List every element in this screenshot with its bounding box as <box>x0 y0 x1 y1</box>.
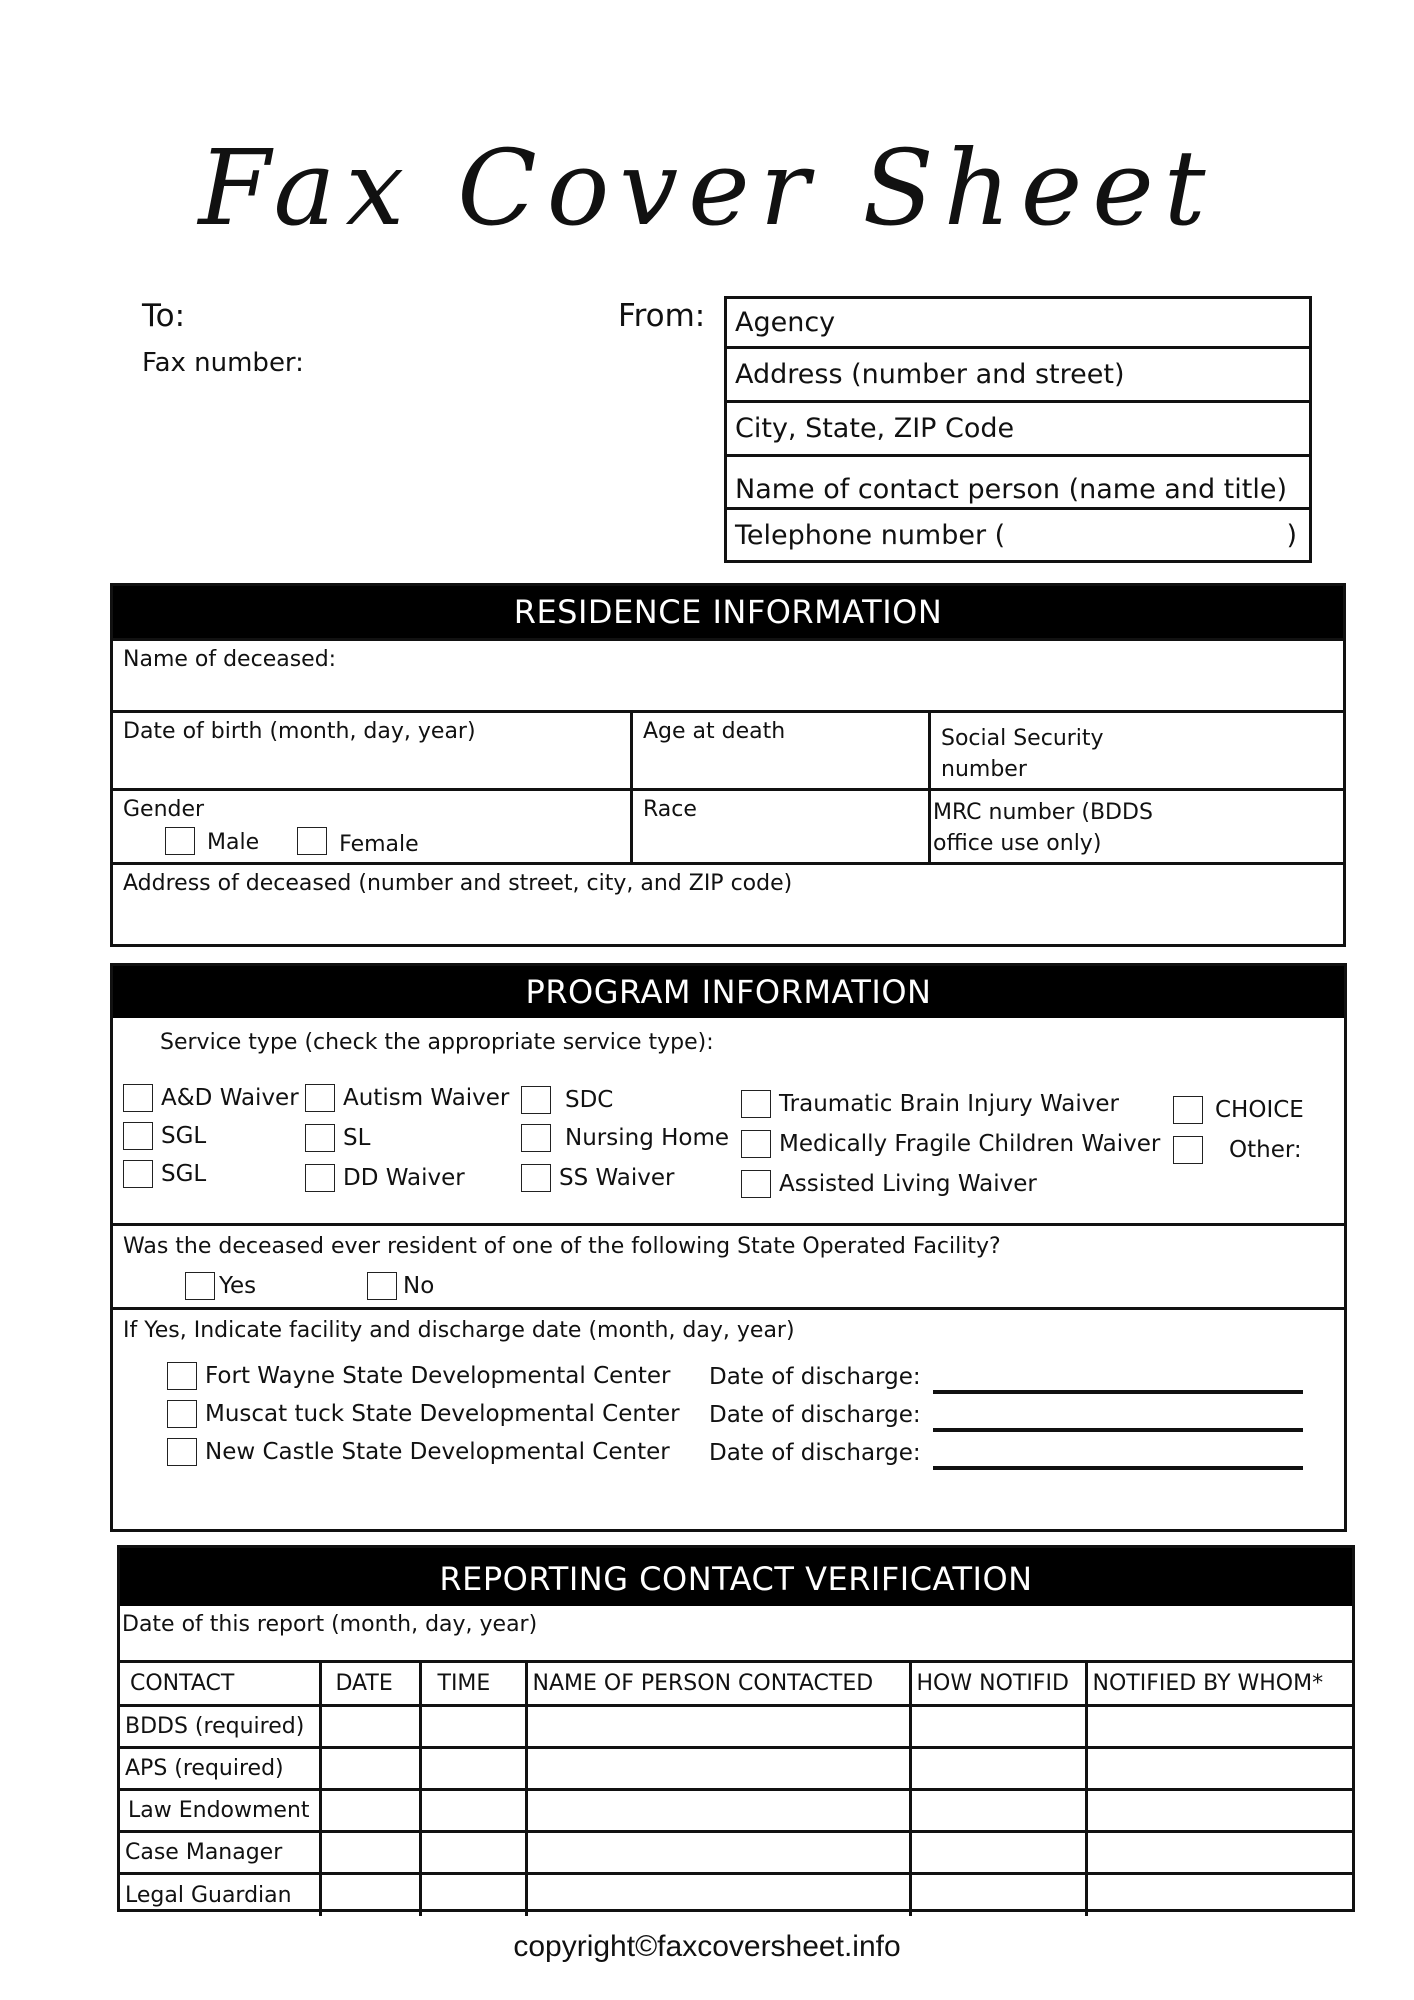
service-sdc[interactable] <box>521 1086 613 1114</box>
telephone-label: Telephone number ( <box>735 519 1006 551</box>
telephone-close-paren: ) <box>1286 519 1297 551</box>
service-ss-waiver[interactable] <box>521 1164 674 1192</box>
facility-fort-wayne[interactable] <box>167 1362 671 1390</box>
table-row <box>120 1832 1352 1874</box>
table-row <box>120 1874 1352 1916</box>
race-field[interactable] <box>630 791 928 862</box>
gender-label: Gender <box>123 797 205 822</box>
state-facility-row <box>113 1223 1344 1307</box>
column-header: NAME OF PERSON CONTACTED <box>526 1662 910 1706</box>
no-checkbox[interactable] <box>367 1272 397 1300</box>
column-header: TIME <box>420 1662 526 1706</box>
checkbox[interactable] <box>521 1164 551 1192</box>
contact-name: Law Endowment <box>120 1790 320 1832</box>
reporting-heading: REPORTING CONTACT VERIFICATION <box>120 1548 1352 1606</box>
report-date-field[interactable] <box>120 1606 1352 1660</box>
service-label: DD Waiver <box>343 1165 465 1191</box>
service-label: SDC <box>565 1087 614 1113</box>
column-header: CONTACT <box>120 1662 320 1706</box>
service-mfc-waiver[interactable] <box>741 1130 1160 1158</box>
discharge-label: Date of discharge: <box>709 1402 921 1428</box>
time-cell[interactable] <box>420 1706 526 1748</box>
person-contacted-cell[interactable] <box>526 1874 910 1916</box>
page-title <box>0 70 1414 270</box>
age-at-death-label: Age at death <box>643 719 786 744</box>
address-label: Address (number and street) <box>735 359 1125 390</box>
checkbox[interactable] <box>521 1124 551 1152</box>
male-label: Male <box>207 830 260 855</box>
dob-row <box>113 710 1343 788</box>
column-header: HOW NOTIFID <box>910 1662 1086 1706</box>
checkbox[interactable] <box>123 1122 153 1150</box>
name-of-deceased-row[interactable] <box>113 638 1343 710</box>
column-header: DATE <box>320 1662 420 1706</box>
discharge-label: Date of discharge: <box>709 1364 921 1390</box>
checkbox[interactable] <box>167 1400 197 1428</box>
program-heading: PROGRAM INFORMATION <box>113 966 1344 1018</box>
mrc-number-field[interactable] <box>928 791 1343 862</box>
dob-field[interactable] <box>113 713 630 788</box>
service-label: Autism Waiver <box>343 1085 510 1111</box>
person-contacted-cell[interactable] <box>526 1748 910 1790</box>
contact-table <box>120 1660 1352 1916</box>
time-cell[interactable] <box>420 1748 526 1790</box>
notified-by-cell[interactable] <box>1086 1748 1352 1790</box>
service-autism-waiver[interactable] <box>305 1084 509 1112</box>
table-row <box>120 1790 1352 1832</box>
checkbox[interactable] <box>167 1438 197 1466</box>
person-contacted-cell[interactable] <box>526 1832 910 1874</box>
service-label: SGL <box>161 1161 207 1187</box>
notified-by-cell[interactable] <box>1086 1706 1352 1748</box>
service-label: Other: <box>1229 1137 1302 1163</box>
address-of-deceased-row[interactable] <box>113 862 1343 945</box>
discharge-date-line[interactable] <box>933 1390 1303 1394</box>
copyright-footer[interactable]: copyright©faxcoversheet.info <box>513 1930 901 1963</box>
yes-option[interactable] <box>185 1272 256 1300</box>
female-label: Female <box>339 832 419 857</box>
person-contacted-cell[interactable] <box>526 1706 910 1748</box>
contact-name: Legal Guardian <box>120 1874 320 1916</box>
address-of-deceased-label: Address of deceased (number and street, city, and ZIP code) <box>123 871 793 896</box>
facility-label: New Castle State Developmental Center <box>205 1439 670 1465</box>
address-field[interactable] <box>727 349 1309 403</box>
checkbox[interactable] <box>123 1160 153 1188</box>
how-notified-cell[interactable] <box>910 1874 1086 1916</box>
race-label: Race <box>643 797 697 822</box>
male-checkbox[interactable] <box>165 827 195 855</box>
contact-name: Case Manager <box>120 1832 320 1874</box>
age-at-death-field[interactable] <box>630 713 928 788</box>
service-label: SS Waiver <box>559 1165 675 1191</box>
discharge-date-line[interactable] <box>933 1428 1303 1432</box>
discharge-label: Date of discharge: <box>709 1440 921 1466</box>
service-choice[interactable] <box>1173 1096 1304 1124</box>
service-other[interactable] <box>1173 1136 1302 1164</box>
city-state-zip-field[interactable] <box>727 403 1309 457</box>
service-label: Nursing Home <box>565 1125 730 1151</box>
time-cell[interactable] <box>420 1832 526 1874</box>
ssn-label-line2: number <box>941 757 1027 782</box>
table-row <box>120 1706 1352 1748</box>
checkbox[interactable] <box>123 1084 153 1112</box>
from-details-box <box>724 296 1312 563</box>
service-label: CHOICE <box>1215 1097 1304 1123</box>
column-header: NOTIFIED BY WHOM* <box>1086 1662 1352 1706</box>
service-label: A&D Waiver <box>161 1085 299 1111</box>
service-ad-waiver[interactable] <box>123 1084 299 1112</box>
from-label: From: <box>618 298 706 334</box>
table-header-row <box>120 1662 1352 1706</box>
checkbox[interactable] <box>305 1084 335 1112</box>
facility-instruction: If Yes, Indicate facility and discharge date (month, day, year) <box>123 1318 795 1343</box>
residence-information-section <box>110 583 1346 947</box>
checkbox[interactable] <box>741 1170 771 1198</box>
service-sl[interactable] <box>305 1124 370 1152</box>
report-date-label: Date of this report (month, day, year) <box>122 1612 538 1637</box>
facility-label: Fort Wayne State Developmental Center <box>205 1363 671 1389</box>
mrc-label-line2: office use only) <box>933 831 1102 856</box>
table-row <box>120 1748 1352 1790</box>
fax-number-label: Fax number: <box>142 348 304 378</box>
program-information-section <box>110 963 1347 1532</box>
dob-label: Date of birth (month, day, year) <box>123 719 476 744</box>
checkbox[interactable] <box>305 1124 335 1152</box>
discharge-date-line[interactable] <box>933 1466 1303 1470</box>
how-notified-cell[interactable] <box>910 1706 1086 1748</box>
how-notified-cell[interactable] <box>910 1748 1086 1790</box>
contact-person-field[interactable] <box>727 457 1309 510</box>
how-notified-cell[interactable] <box>910 1790 1086 1832</box>
service-type-area <box>113 1018 1344 1223</box>
service-type-label: Service type (check the appropriate service type): <box>160 1030 714 1055</box>
residence-heading: RESIDENCE INFORMATION <box>113 586 1343 638</box>
service-label: Traumatic Brain Injury Waiver <box>779 1091 1119 1117</box>
city-state-zip-label: City, State, ZIP Code <box>735 413 1015 444</box>
name-of-deceased-label: Name of deceased: <box>123 647 337 672</box>
contact-name: APS (required) <box>120 1748 320 1790</box>
service-label: SGL <box>161 1123 207 1149</box>
service-label: Assisted Living Waiver <box>779 1171 1037 1197</box>
no-option[interactable] <box>367 1272 434 1300</box>
notified-by-cell[interactable] <box>1086 1832 1352 1874</box>
checkbox[interactable] <box>1173 1136 1203 1164</box>
agency-label: Agency <box>735 307 836 338</box>
contact-name: BDDS (required) <box>120 1706 320 1748</box>
facility-muscatatuck[interactable] <box>167 1400 680 1428</box>
mrc-label-line1: MRC number (BDDS <box>933 800 1153 825</box>
service-label: Medically Fragile Children Waiver <box>779 1131 1161 1157</box>
checkbox[interactable] <box>741 1090 771 1118</box>
yes-label: Yes <box>219 1273 257 1299</box>
ssn-label-line1: Social Security <box>941 726 1104 751</box>
checkbox[interactable] <box>741 1130 771 1158</box>
telephone-field[interactable] <box>727 510 1309 560</box>
date-cell[interactable] <box>320 1790 420 1832</box>
service-tbi-waiver[interactable] <box>741 1090 1119 1118</box>
female-checkbox[interactable] <box>297 827 327 855</box>
service-sgl-1[interactable] <box>123 1122 206 1150</box>
page-title-text: Fax Cover Sheet <box>198 127 1216 249</box>
service-label: SL <box>343 1125 371 1151</box>
notified-by-cell[interactable] <box>1086 1790 1352 1832</box>
state-facility-question: Was the deceased ever resident of one of the following State Operated Facility? <box>123 1234 1001 1259</box>
date-cell[interactable] <box>320 1874 420 1916</box>
no-label: No <box>403 1273 435 1299</box>
contact-person-label: Name of contact person (name and title) <box>735 474 1287 505</box>
date-cell[interactable] <box>320 1832 420 1874</box>
time-cell[interactable] <box>420 1790 526 1832</box>
reporting-contact-section <box>117 1545 1355 1912</box>
time-cell[interactable] <box>420 1874 526 1916</box>
how-notified-cell[interactable] <box>910 1832 1086 1874</box>
person-contacted-cell[interactable] <box>526 1790 910 1832</box>
facility-new-castle[interactable] <box>167 1438 670 1466</box>
facility-discharge-row <box>113 1307 1344 1529</box>
checkbox[interactable] <box>521 1086 551 1114</box>
service-assisted-living-waiver[interactable] <box>741 1170 1037 1198</box>
checkbox[interactable] <box>305 1164 335 1192</box>
to-label: To: <box>142 298 186 334</box>
date-cell[interactable] <box>320 1748 420 1790</box>
service-dd-waiver[interactable] <box>305 1164 465 1192</box>
yes-checkbox[interactable] <box>185 1272 215 1300</box>
service-sgl-2[interactable] <box>123 1160 206 1188</box>
notified-by-cell[interactable] <box>1086 1874 1352 1916</box>
checkbox[interactable] <box>1173 1096 1203 1124</box>
gender-field <box>113 791 630 862</box>
gender-row <box>113 788 1343 862</box>
agency-field[interactable] <box>727 299 1309 349</box>
checkbox[interactable] <box>167 1362 197 1390</box>
date-cell[interactable] <box>320 1706 420 1748</box>
service-nursing-home[interactable] <box>521 1124 729 1152</box>
facility-label: Muscat tuck State Developmental Center <box>205 1401 680 1427</box>
ssn-field[interactable] <box>928 713 1343 788</box>
